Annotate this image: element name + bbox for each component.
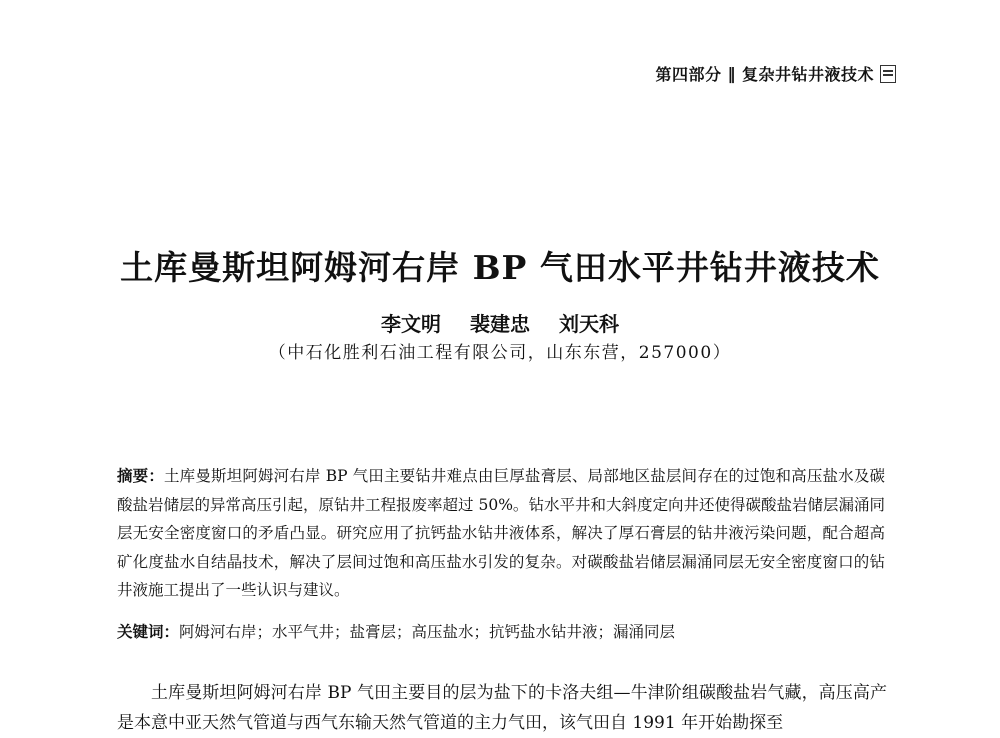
header-chapter: 复杂井钻井液技术	[741, 65, 874, 84]
header-section: 第四部分	[655, 65, 722, 84]
paper-title: 土库曼斯坦阿姆河右岸 BP 气田水平井钻井液技术	[120, 248, 880, 287]
header-separator: ‖	[727, 64, 736, 83]
document-icon	[880, 65, 896, 83]
keywords-text: 阿姆河右岸；水平气井；盐膏层；高压盐水；抗钙盐水钻井液；漏涌同层	[179, 623, 676, 641]
running-header	[655, 62, 896, 85]
paper-authors: 李文明 裴建忠 刘天科	[381, 312, 619, 336]
abstract	[117, 462, 885, 605]
body-paragraph: 土库曼斯坦阿姆河右岸 BP 气田主要目的层为盐下的卡洛夫组—牛津阶组碳酸盐岩气藏，高压高产是本意中亚天然气管道与西气东输天然气管道的主力气田，该气田自 1991 年开始勘探至	[117, 683, 887, 733]
keywords-label: 关键词：	[117, 622, 180, 641]
abstract-label: 摘要：	[117, 466, 164, 485]
keywords	[117, 618, 885, 646]
author-affiliation: （中石化胜利石油工程有限公司，山东东营，257000）	[268, 343, 732, 363]
abstract-text: 土库曼斯坦阿姆河右岸 BP 气田主要钻井难点由巨厚盐膏层、局部地区盐层间存在的过饱和高压盐水及碳酸盐岩储层的异常高压引起，原钻井工程报废率超过 50%。钻水平井和大斜度定向井还使得碳酸盐岩储层漏涌同层无安全密度窗口的矛盾凸显。研究应用了抗钙盐水钻井液体系，解决了厚石膏层的钻井液污染问题，配合超高矿化度盐水自结晶技术，解决了层间过饱和高压盐水引发的复杂。对碳酸盐岩储层漏涌同层无安全密度窗口的钻井液施工提出了一些认识与建议。	[117, 467, 885, 599]
